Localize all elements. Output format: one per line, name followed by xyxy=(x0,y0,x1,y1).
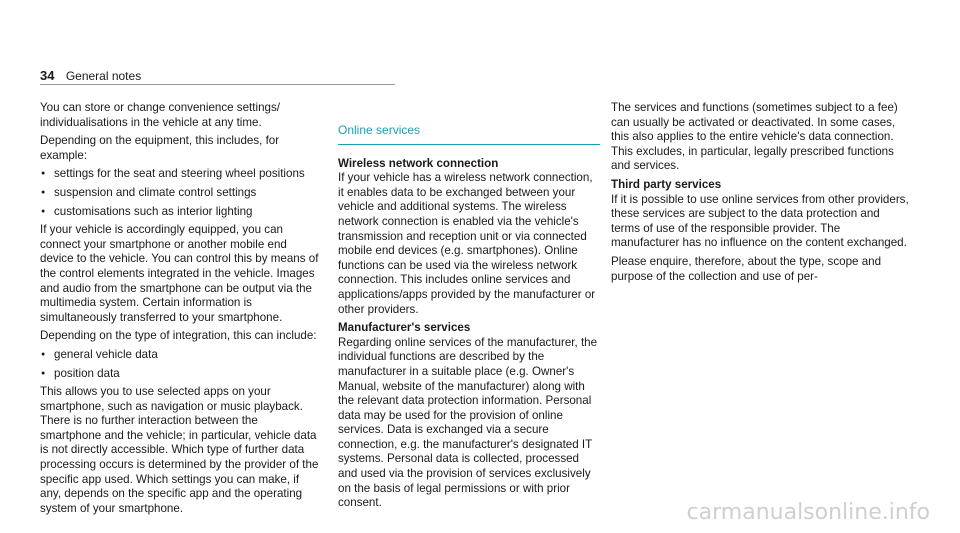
subheading: Manufacturer's services xyxy=(338,321,471,335)
paragraph: The services and functions (sometimes subject to a fee) can usually be activated or deactivated. In some cases, this also applies to the entire vehicle's data connection. This excludes, in particular, legally prescribed functions and services. xyxy=(611,101,898,173)
paragraph: If your vehicle has a wireless network connection, it enables data to be exchanged between your vehicle and additional systems. The wireless network connection is enabled via the vehicle's transmission and reception unit or via connected mobile end devices (e.g. smartphones). Online functions can be used via the wireless network connection. This includes online services and applications/apps provided by the manufacturer or other providers. xyxy=(338,171,596,316)
paragraph: You can store or change convenience settings/ individualisations in the vehicle at any time. xyxy=(40,101,280,129)
paragraph: Please enquire, therefore, about the type, scope and purpose of the collection and use of per- xyxy=(611,254,882,283)
paragraph: If your vehicle is accordingly equipped, you can connect your smartphone or another mobile end device to the vehicle. You can control this by means of the control elements integrated in the vehicle. Images and audio from the smartphone can be output via the multimedia system. Certain information is simultaneously transferred to your smartphone. xyxy=(40,223,319,324)
paragraph: If it is possible to use online services from other providers, these services are subject to the data protection and terms of use of the responsible provider. The manufacturer has no influence on the content exchanged. xyxy=(611,192,909,250)
paragraph: Depending on the equipment, this includes, for example: xyxy=(40,134,280,162)
bullet-list xyxy=(40,167,320,219)
paragraph: Depending on the type of integration, this can include: xyxy=(40,329,317,343)
paragraph: Regarding online services of the manufacturer, the individual functions are described by the manufacturer in a suitable place (e.g. Owner's Manual, website of the manufacturer) along with the relevant data protection information. Personal data may be used for the provision of online services. Data is exchanged via a secure connection, e.g. the manufacturer's designated IT systems. Personal data is collected, processed and used via the provision of services exclusively on the basis of legal permissions or with prior consent. xyxy=(338,335,598,510)
paragraph: This allows you to use selected apps on your smartphone, such as navigation or music playback. There is no further interaction between the smartphone and the vehicle; in particular, vehicle data is not directly accessible. Which type of further data processing occurs is determined by the provider of the specific app used. Which settings you can make, if any, depends on the specific app and the operating system of your smartphone. xyxy=(40,385,319,515)
column-3 xyxy=(611,101,911,288)
page-title: General notes xyxy=(65,69,142,83)
subheading: Wireless network connection xyxy=(338,156,499,170)
column-2 xyxy=(338,101,600,515)
list-item: ● suspension and climate control settings xyxy=(40,186,320,201)
column-1 xyxy=(40,101,320,520)
bullet-list xyxy=(40,348,320,381)
page-number: 34 xyxy=(40,68,55,83)
section-title: Online services xyxy=(338,123,600,145)
page-header xyxy=(40,68,141,83)
watermark: carmanualsonline.info xyxy=(686,500,930,525)
list-item: ● position data xyxy=(40,367,320,382)
subheading: Third party services xyxy=(611,177,722,191)
header-rule xyxy=(40,84,395,85)
list-item: ● settings for the seat and steering wheel positions xyxy=(40,167,320,182)
section-header xyxy=(338,123,600,145)
list-item: ● general vehicle data xyxy=(40,348,320,363)
list-item: ● customisations such as interior lighting xyxy=(40,205,320,220)
